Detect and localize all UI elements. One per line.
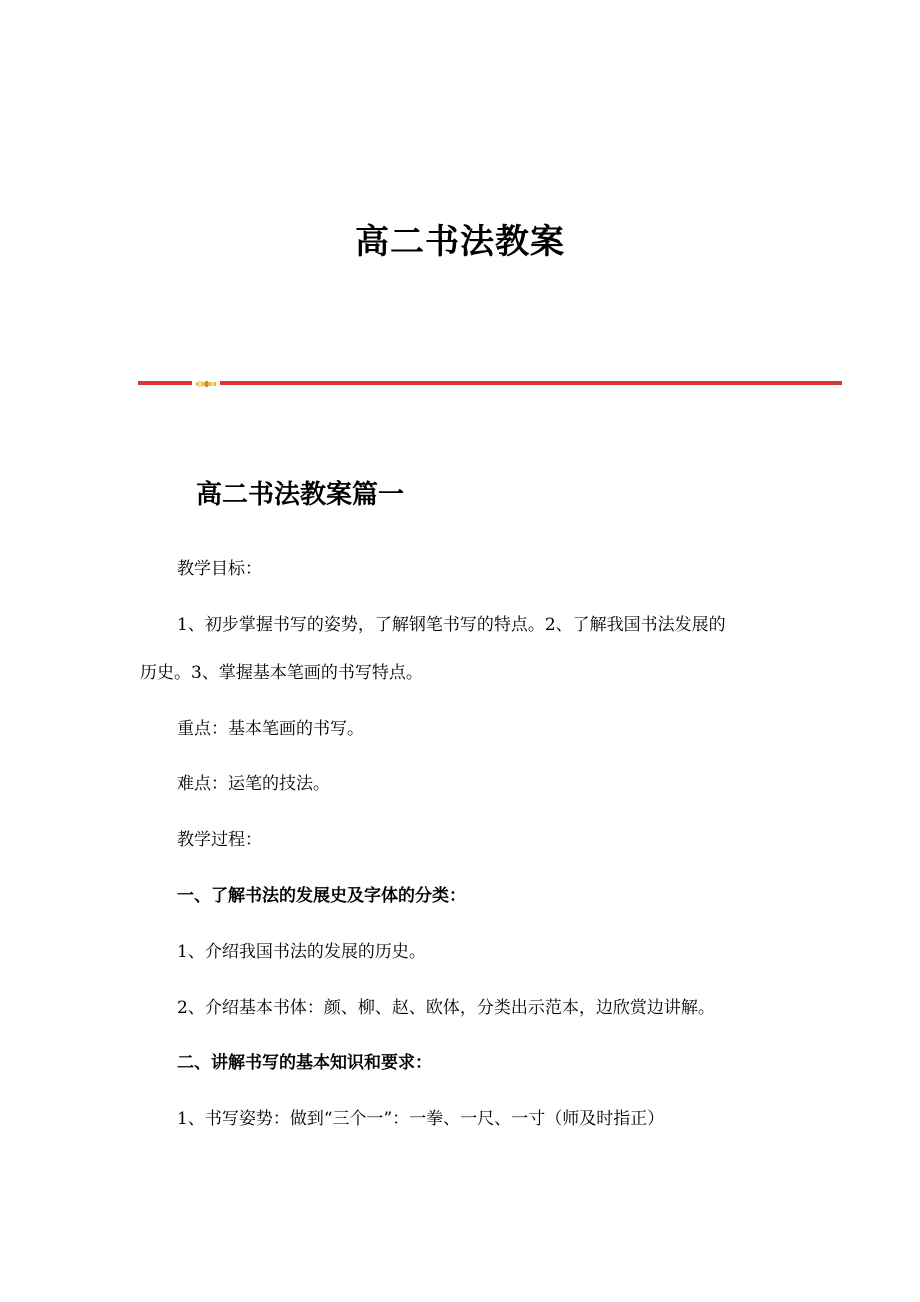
difficult-point: 难点：运笔的技法。 [177, 774, 330, 794]
divider-ornament-icon [196, 381, 216, 387]
part2-item-1: 1、书写姿势：做到“三个一”：一拳、一尺、一寸（师及时指正） [177, 1109, 665, 1129]
part1-item-1: 1、介绍我国书法的发展的历史。 [177, 942, 426, 962]
key-point: 重点：基本笔画的书写。 [177, 719, 364, 739]
divider-line-right [220, 381, 842, 385]
process-heading: 教学过程： [177, 830, 262, 850]
goal-line-1: 1、初步掌握书写的姿势，了解钢笔书写的特点。2、了解我国书法发展的 [177, 615, 726, 635]
section-title: 高二书法教案篇一 [196, 480, 405, 510]
title-divider [138, 380, 842, 386]
part2-heading: 二、讲解书写的基本知识和要求： [177, 1053, 432, 1073]
part1-heading: 一、了解书法的发展史及字体的分类： [177, 886, 466, 906]
divider-line-left [138, 381, 192, 385]
document-title: 高二书法教案 [355, 222, 565, 262]
goal-heading: 教学目标： [177, 559, 262, 579]
part1-item-2: 2、介绍基本书体：颜、柳、赵、欧体，分类出示范本，边欣赏边讲解。 [177, 998, 715, 1018]
goal-line-2: 历史。3、掌握基本笔画的书写特点。 [140, 663, 423, 683]
